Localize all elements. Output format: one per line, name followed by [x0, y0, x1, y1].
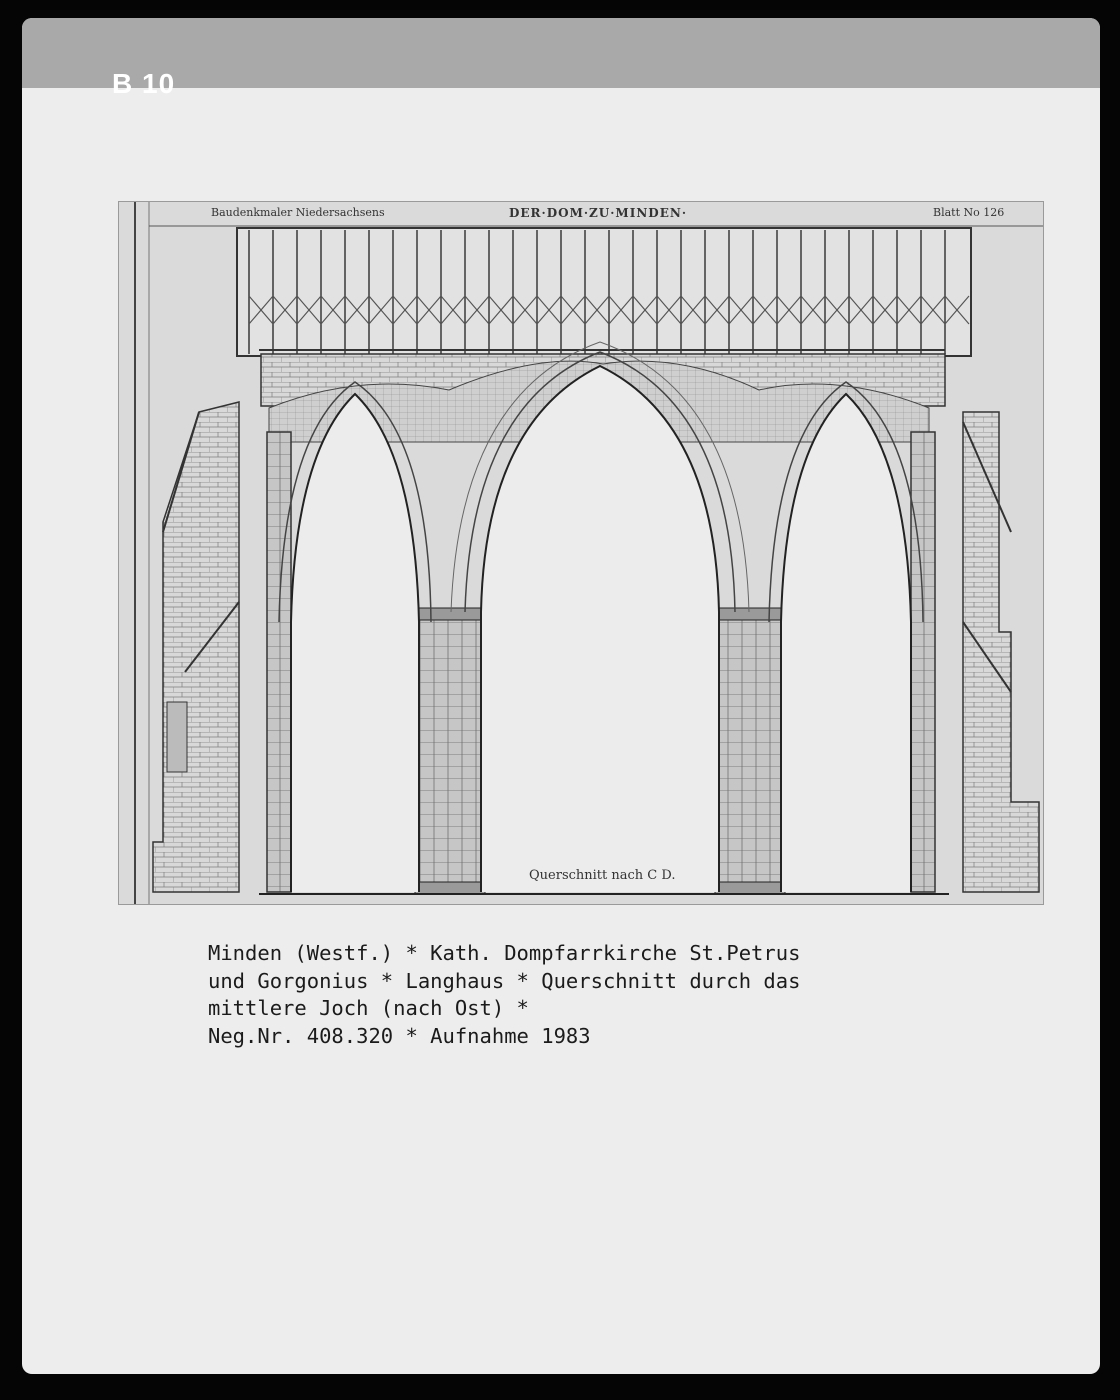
drawing-sheet-number: Blatt No 126 [933, 206, 1005, 219]
cross-section-illustration [119, 202, 1043, 904]
caption-line: Neg.Nr. 408.320 * Aufnahme 1983 [208, 1023, 591, 1048]
caption-line: mittlere Joch (nach Ost) * [208, 996, 529, 1020]
architectural-drawing [118, 201, 1044, 905]
caption-text [208, 940, 800, 1050]
slide-code: B 10 [112, 68, 176, 99]
drawing-title: DER·DOM·ZU·MINDEN· [509, 206, 687, 220]
slide-card [22, 18, 1100, 1374]
slide-header-band [22, 18, 1100, 88]
drawing-section-label: Querschnitt nach C D. [529, 868, 676, 883]
caption-line: und Gorgonius * Langhaus * Querschnitt durch das [208, 968, 801, 993]
caption-line: Minden (Westf.) * Kath. Dompfarrkirche St.Petrus [208, 941, 801, 965]
drawing-series-label: Baudenkmaler Niedersachsens [211, 206, 385, 219]
